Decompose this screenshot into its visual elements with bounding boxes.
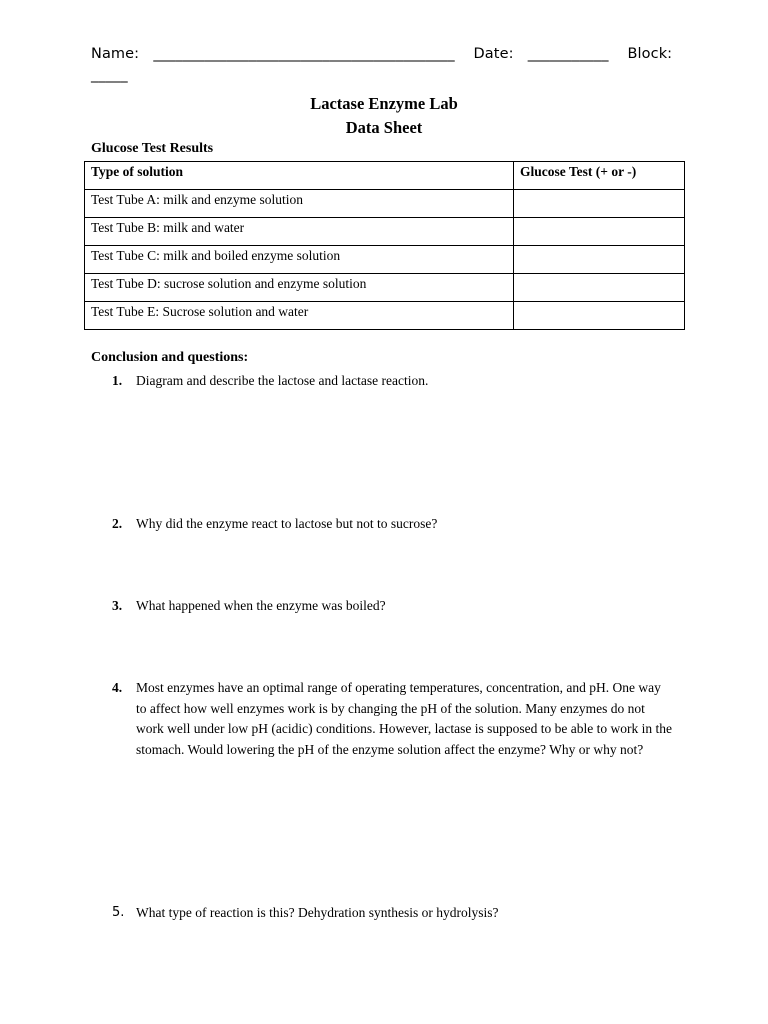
question-number: 3.: [112, 598, 123, 613]
glucose-results-table: [84, 161, 685, 330]
solution-cell: Test Tube A: milk and enzyme solution: [85, 190, 514, 218]
question-1: [112, 371, 672, 392]
question-text: What type of reaction is this? Dehydration synthesis or hydrolysis?: [136, 905, 499, 920]
result-cell: [514, 274, 685, 302]
block-label: Block:: [627, 46, 673, 62]
question-text: What happened when the enzyme was boiled?: [136, 598, 386, 613]
question-number: 2.: [112, 516, 123, 531]
table-row: [85, 274, 685, 302]
solution-cell: Test Tube B: milk and water: [85, 218, 514, 246]
table-row: [85, 246, 685, 274]
question-text: Diagram and describe the lactose and lactase reaction.: [136, 373, 429, 388]
table-row: [85, 190, 685, 218]
question-text: Why did the enzyme react to lactose but not to sucrose?: [136, 516, 438, 531]
solution-cell: Test Tube C: milk and boiled enzyme solution: [85, 246, 514, 274]
result-cell: [514, 246, 685, 274]
result-cell: [514, 218, 685, 246]
question-2: [112, 514, 672, 535]
name-label: Name:: [91, 46, 140, 62]
table-row: [85, 302, 685, 330]
result-cell: [514, 190, 685, 218]
date-blank: ___________: [527, 46, 609, 62]
question-5: [112, 903, 672, 924]
column-header-glucose-test: Glucose Test (+ or -): [514, 162, 685, 190]
question-3: [112, 596, 672, 617]
date-label: Date:: [473, 46, 514, 62]
result-cell: [514, 302, 685, 330]
table-header-row: [85, 162, 685, 190]
table-row: [85, 218, 685, 246]
question-number: 4.: [112, 680, 123, 695]
solution-cell: Test Tube E: Sucrose solution and water: [85, 302, 514, 330]
column-header-solution: Type of solution: [85, 162, 514, 190]
conclusion-section-label: Conclusion and questions:: [91, 350, 249, 365]
block-blank: _____: [91, 67, 128, 83]
student-info-line: [91, 44, 691, 86]
name-blank: _________________________________________: [153, 46, 455, 62]
page-title: Lactase Enzyme Lab: [310, 94, 458, 113]
question-number: 5.: [112, 905, 125, 920]
page-subtitle: Data Sheet: [345, 118, 423, 137]
question-text: Most enzymes have an optimal range of operating temperatures, concentration, and pH. One way to affect how well enzymes work is by changing the pH of the solution. Many enzymes do not work well under low pH (acidic) conditions. However, lactase is supposed to be able to work in the stomach. Would lowering the pH of the enzyme solution affect the enzyme? Why or why not?: [136, 680, 672, 757]
question-number: 1.: [112, 373, 123, 388]
solution-cell: Test Tube D: sucrose solution and enzyme solution: [85, 274, 514, 302]
results-section-label: Glucose Test Results: [91, 141, 214, 156]
question-4: [112, 678, 672, 760]
